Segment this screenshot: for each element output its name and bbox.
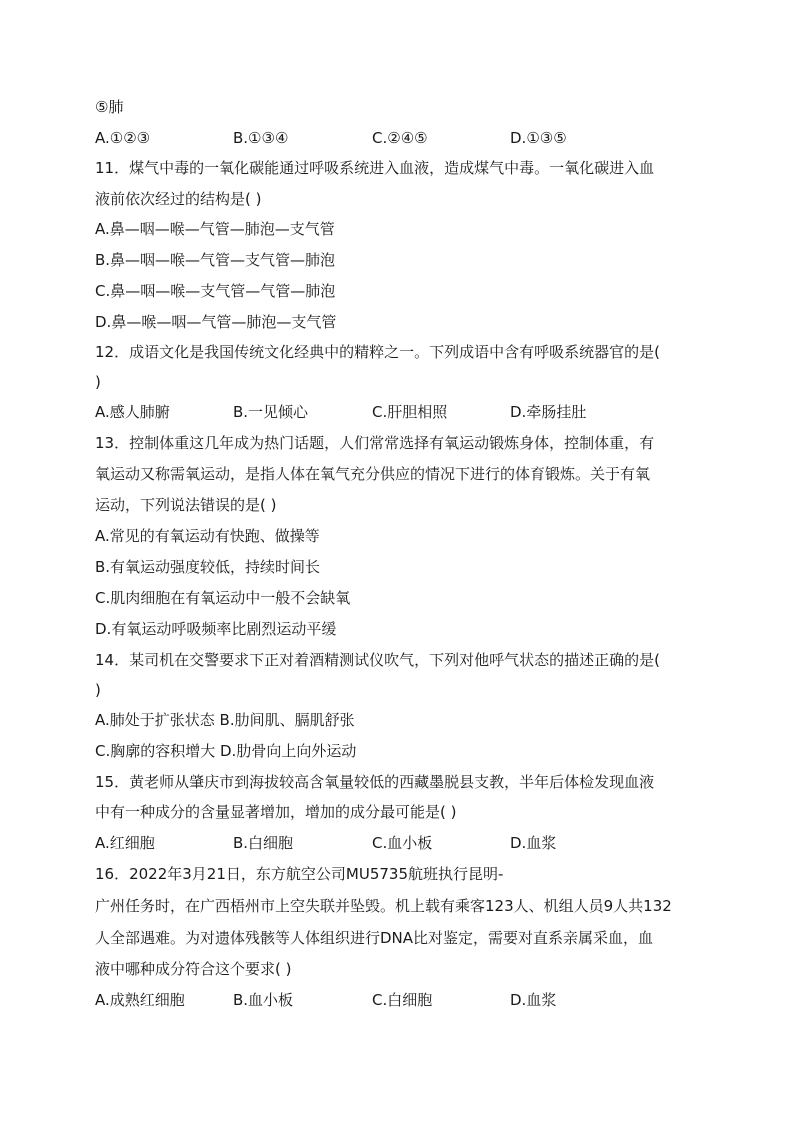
q15-option-c: C.血小板 (372, 834, 433, 852)
q14-stem-1: 14．某司机在交警要求下正对着酒精测试仪吹气，下列对他呼气状态的描述正确的是( (95, 651, 660, 669)
q12-stem-2: ) (95, 373, 101, 391)
q12-option-b: B.一见倾心 (233, 403, 309, 421)
q11-stem-1: 11．煤气中毒的一氧化碳能通过呼吸系统进入血液，造成煤气中毒。一氧化碳进入血 (95, 159, 655, 177)
q13-stem-3: 运动，下列说法错误的是( ) (95, 496, 277, 514)
q13-option-d: D.有氧运动呼吸频率比剧烈运动平缓 (95, 620, 337, 638)
q10-option-5: ⑤肺 (95, 98, 124, 116)
q16-options (95, 990, 705, 1010)
q15-option-d: D.血浆 (510, 834, 557, 852)
q16-stem-3: 人全部遇难。为对遗体残骸等人体组织进行DNA比对鉴定，需要对直系亲属采血，血 (95, 929, 654, 947)
q12-options (95, 402, 705, 422)
q12-option-d: D.牵肠挂肚 (510, 403, 587, 421)
q13-stem-1: 13．控制体重这几年成为热门话题，人们常常选择有氧运动锻炼身体，控制体重，有 (95, 434, 655, 452)
q15-options (95, 833, 705, 853)
q15-stem-2: 中有一种成分的含量显著增加，增加的成分最可能是( ) (95, 803, 457, 821)
q11-option-b: B.鼻—咽—喉—气管—支气管—肺泡 (95, 251, 336, 269)
q12-option-a: A.感人肺腑 (95, 403, 170, 421)
q15-option-b: B.白细胞 (233, 834, 294, 852)
q15-option-a: A.红细胞 (95, 834, 155, 852)
q14-stem-2: ) (95, 681, 101, 699)
q16-option-a: A.成熟红细胞 (95, 991, 185, 1009)
q14-options-ab: A.肺处于扩张状态 B.肋间肌、膈肌舒张 (95, 711, 355, 729)
q16-option-b: B.血小板 (233, 991, 294, 1009)
q10-options (95, 128, 705, 148)
q13-option-b: B.有氧运动强度较低，持续时间长 (95, 558, 321, 576)
q11-option-d: D.鼻—喉—咽—气管—肺泡—支气管 (95, 313, 337, 331)
q16-stem-4: 液中哪种成分符合这个要求( ) (95, 960, 292, 978)
q16-stem-2: 广州任务时，在广西梧州市上空失联并坠毁。机上载有乘客123人、机组人员9人共132 (95, 897, 672, 915)
q10-option-a: A.①②③ (95, 129, 151, 147)
q11-option-a: A.鼻—咽—喉—气管—肺泡—支气管 (95, 220, 335, 238)
q10-option-c: C.②④⑤ (372, 129, 428, 147)
q10-option-d: D.①③⑤ (510, 129, 567, 147)
q12-stem-1: 12．成语文化是我国传统文化经典中的精粹之一。下列成语中含有呼吸系统器官的是( (95, 343, 660, 361)
q16-stem-1: 16．2022年3月21日，东方航空公司MU5735航班执行昆明- (95, 865, 504, 883)
q11-stem-2: 液前依次经过的结构是( ) (95, 190, 262, 208)
q10-option-b: B.①③④ (233, 129, 289, 147)
q15-stem-1: 15．黄老师从肇庆市到海拔较高含氧量较低的西藏墨脱县支教，半年后体检发现血液 (95, 773, 655, 791)
q12-option-c: C.肝胆相照 (372, 403, 448, 421)
q13-option-c: C.肌肉细胞在有氧运动中一般不会缺氧 (95, 589, 351, 607)
q16-option-d: D.血浆 (510, 991, 557, 1009)
q14-options-cd: C.胸廓的容积增大 D.肋骨向上向外运动 (95, 742, 357, 760)
q13-stem-2: 氧运动又称需氧运动，是指人体在氧气充分供应的情况下进行的体育锻炼。关于有氧 (95, 465, 651, 483)
q16-option-c: C.白细胞 (372, 991, 433, 1009)
q11-option-c: C.鼻—咽—喉—支气管—气管—肺泡 (95, 282, 336, 300)
q13-option-a: A.常见的有氧运动有快跑、做操等 (95, 527, 320, 545)
